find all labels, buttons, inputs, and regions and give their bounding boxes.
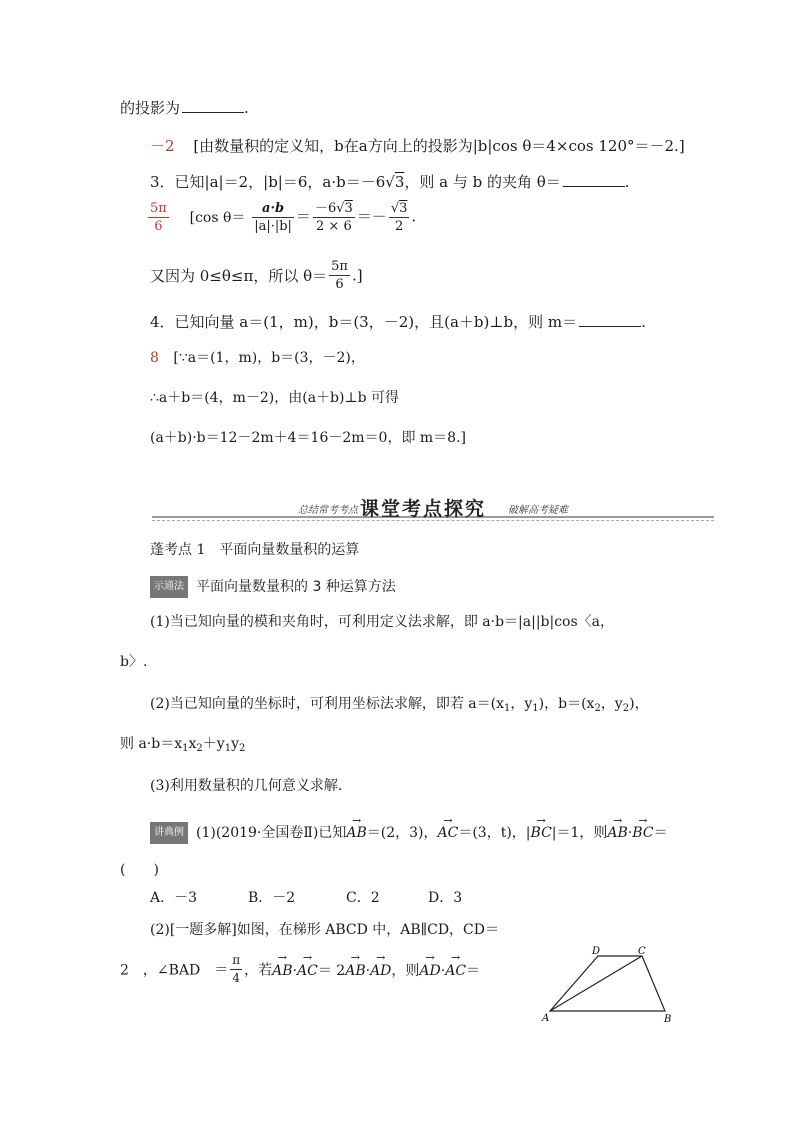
frac-num: －6 bbox=[314, 201, 337, 216]
m2-text: )， bbox=[629, 696, 649, 712]
vector-ab: → AB bbox=[346, 823, 366, 843]
sub: 1 bbox=[182, 743, 189, 754]
q3-conclusion-text: 又因为 0≤θ≤π，所以 θ＝ bbox=[150, 267, 328, 285]
frac-num: π bbox=[230, 952, 242, 970]
sub: 2 bbox=[196, 743, 203, 754]
trapezoid-figure bbox=[540, 944, 680, 1026]
diagonal-ac bbox=[550, 956, 642, 1011]
answer-blank bbox=[579, 312, 641, 327]
label-a: A bbox=[542, 1013, 550, 1024]
q4-answer bbox=[150, 348, 365, 368]
ex1-text: ＝(3，t)，| bbox=[458, 825, 531, 841]
example-2-line-1: (2)[一题多解]如图，在梯形 ABCD 中，AB∥CD，CD＝ bbox=[150, 922, 499, 938]
label-d: D bbox=[592, 946, 601, 957]
frac-num: 5π bbox=[331, 259, 348, 274]
frac-den: |a|·|b| bbox=[254, 219, 292, 234]
sub: 1 bbox=[224, 743, 232, 754]
answer-value: －2 bbox=[150, 137, 175, 155]
frac-den: 2 bbox=[394, 219, 404, 234]
fraction-3: $\frac{√3}{2}$ bbox=[390, 201, 408, 234]
section-title: 课堂考点探究 bbox=[360, 498, 487, 520]
q3-conclusion bbox=[150, 258, 363, 293]
option-c[interactable]: C．2 bbox=[346, 890, 380, 906]
ex2-text: 2 ，∠BAD ＝ bbox=[120, 962, 229, 979]
m2-text: ，y bbox=[600, 696, 623, 712]
trapezoid-shape bbox=[550, 956, 665, 1011]
sub: 1 bbox=[532, 703, 539, 714]
q3-stem-end: ，则 a 与 b 的夹角 θ＝ bbox=[404, 173, 561, 191]
vector-ab: → AB bbox=[345, 963, 365, 979]
cos-label: [cos θ＝ bbox=[189, 209, 246, 226]
equals-minus: ＝－ bbox=[356, 207, 387, 226]
ex2-text: ＝ bbox=[466, 962, 481, 979]
q3-answer-fraction bbox=[148, 200, 169, 235]
m2-text: (2)当已知向量的坐标时，可利用坐标法求解，即若 a＝(x bbox=[150, 696, 504, 712]
q4-line-3: (a＋b)·b＝12－2m＋4＝16－2m＝0，即 m＝8.] bbox=[150, 430, 466, 446]
example-tag: 讲典例 bbox=[150, 822, 188, 844]
fraction-1 bbox=[252, 200, 294, 235]
method-1-line-1: (1)当已知向量的模和夹角时，可利用定义法求解，即 a·b＝|a||b|cos〈a， bbox=[150, 614, 615, 630]
vector-ad: → AD bbox=[419, 963, 440, 979]
sub: 2 bbox=[622, 703, 630, 714]
answer-blank bbox=[182, 98, 244, 113]
answer-blank-line: 的投影为 . bbox=[120, 99, 249, 117]
vector-bc: → BC bbox=[632, 823, 653, 843]
label-b: B bbox=[664, 1014, 672, 1025]
answer-1 bbox=[150, 136, 685, 156]
sub: 2 bbox=[594, 703, 601, 714]
ex1-text: ＝ bbox=[653, 825, 668, 841]
q3-stem: 3．已知|a|＝2，|b|＝6，a·b＝－6 bbox=[150, 173, 386, 191]
m2-text: )，b＝(x bbox=[538, 696, 595, 712]
method-2-line-1 bbox=[150, 694, 649, 719]
frac-den: 4 bbox=[232, 971, 241, 985]
m2-text: y bbox=[231, 736, 239, 752]
example-2-line-2: 2 ，∠BAD ＝ $\frac{\pi}{4}$ ，若→ AB·→ AC＝ 2→ AB·→ AD，则→ AD·→ AC＝ bbox=[120, 952, 480, 987]
label-c: C bbox=[638, 946, 646, 957]
vector-ac: → AC bbox=[297, 963, 318, 979]
m2-text: ＋y bbox=[202, 736, 225, 752]
example-1 bbox=[150, 822, 668, 844]
topic-heading: 蓬考点 1 平面向量数量积的运算 bbox=[150, 542, 360, 558]
q3-root: 3 bbox=[394, 173, 405, 191]
method-2-line-2 bbox=[120, 734, 245, 759]
method-title: 平面向量数量积的 3 种运算方法 bbox=[196, 579, 396, 595]
m2-text: ，y bbox=[510, 696, 533, 712]
method-heading bbox=[150, 576, 396, 598]
sub: 1 bbox=[503, 703, 511, 714]
vector-ac: → AC bbox=[438, 823, 459, 843]
q4-stem: 4．已知向量 a＝(1，m)，b＝(3，－2)，且(a＋b)⊥b，则 m＝ bbox=[150, 313, 578, 331]
fraction-pi-4 bbox=[230, 952, 242, 987]
ex1-text: |＝1，则 bbox=[551, 825, 608, 841]
ex2-text: ，则 bbox=[391, 962, 420, 979]
m2-text: x bbox=[188, 736, 197, 752]
m2-text: 则 a·b＝x bbox=[120, 736, 183, 752]
frac-den: 6 bbox=[154, 219, 163, 234]
vector-ab: → AB bbox=[272, 963, 292, 979]
option-b[interactable]: B．－2 bbox=[248, 890, 296, 906]
root: 3 bbox=[344, 201, 353, 216]
q4-explanation-1: [∵a＝(1，m)，b＝(3，－2)， bbox=[173, 350, 365, 366]
frac-den: 6 bbox=[335, 277, 344, 292]
vector-ac: → AC bbox=[445, 963, 466, 979]
frac-num: a·b bbox=[252, 200, 294, 218]
ex1-text: (1)(2019·全国卷Ⅱ)已知 bbox=[196, 825, 347, 841]
frac-den: 2 × 6 bbox=[316, 219, 352, 234]
options bbox=[150, 888, 462, 908]
ex1-text: ＝(2，3)， bbox=[366, 825, 438, 841]
question-4: 4．已知向量 a＝(1，m)，b＝(3，－2)，且(a＋b)⊥b，则 m＝ . bbox=[150, 313, 646, 331]
q3-answer bbox=[146, 200, 416, 235]
period: . bbox=[411, 207, 417, 226]
frac-num: 5π bbox=[150, 201, 167, 216]
option-d[interactable]: D．3 bbox=[428, 890, 463, 906]
fraction-4 bbox=[329, 258, 350, 293]
vector-ad: → AD bbox=[370, 963, 391, 979]
q4-line-2: ∴a＋b＝(4，m－2)，由(a＋b)⊥b 可得 bbox=[150, 390, 400, 406]
banner-left-text: 总结常考考点 bbox=[298, 505, 358, 516]
answer-paren: ( ) bbox=[120, 862, 159, 878]
equals: ＝ bbox=[295, 207, 311, 226]
question-3: 3．已知|a|＝2，|b|＝6，a·b＝－6√3，则 a 与 b 的夹角 θ＝ . bbox=[150, 173, 630, 191]
ex2-text: ＝ 2 bbox=[317, 962, 346, 979]
fraction-2: $\frac{-6√3}{2 \times 6}$ bbox=[314, 201, 353, 234]
answer-value: 8 bbox=[150, 350, 159, 366]
sub: 2 bbox=[238, 743, 246, 754]
projection-text: 的投影为 bbox=[120, 99, 181, 117]
method-1-line-2: b〉. bbox=[120, 654, 148, 670]
banner-right-text: 破解高考疑难 bbox=[508, 505, 568, 516]
answer-blank bbox=[563, 172, 625, 187]
method-tag: 示通法 bbox=[150, 576, 188, 598]
method-3: (3)利用数量积的几何意义求解. bbox=[150, 778, 343, 794]
ex2-text: ，若 bbox=[244, 962, 273, 979]
answer-explanation: [由数量积的定义知，b在a方向上的投影为|b|cos θ＝4×cos 120°＝－2.] bbox=[193, 137, 685, 155]
bracket-end: .] bbox=[351, 266, 363, 285]
option-a[interactable]: A．－3 bbox=[150, 890, 198, 906]
dot: · bbox=[627, 825, 633, 841]
root: 3 bbox=[399, 201, 408, 216]
vector-ab: → AB bbox=[607, 823, 627, 843]
vector-bc: → BC bbox=[531, 823, 552, 843]
